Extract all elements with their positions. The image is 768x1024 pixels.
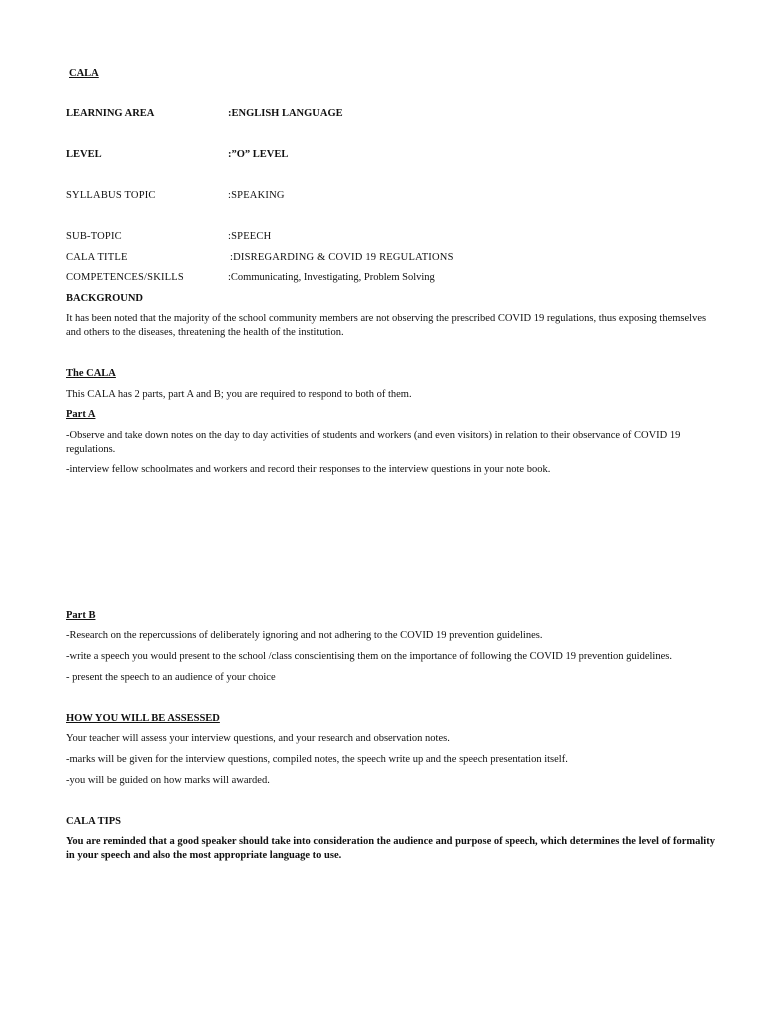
competences-label: COMPETENCES/SKILLS	[66, 272, 184, 283]
part-b-heading: Part B	[66, 610, 96, 621]
part-a-item: -interview fellow schoolmates and workers and record their responses to the interview questions in your note book.	[66, 464, 551, 475]
the-cala-text: This CALA has 2 parts, part A and B; you are required to respond to both of them.	[66, 389, 412, 400]
assessment-item: -you will be guided on how marks will awarded.	[66, 775, 270, 786]
assessment-item: Your teacher will assess your interview questions, and your research and observation notes.	[66, 733, 450, 744]
background-heading: BACKGROUND	[66, 293, 144, 304]
sub-topic-value: :SPEECH	[228, 231, 272, 242]
cala-title-label: CALA TITLE	[66, 252, 128, 263]
part-b-item: - present the speech to an audience of your choice	[66, 672, 276, 683]
level-label: LEVEL	[66, 149, 102, 160]
syllabus-topic-value: :SPEAKING	[228, 190, 285, 201]
cala-header: CALA	[69, 68, 99, 79]
sub-topic-label: SUB-TOPIC	[66, 231, 122, 242]
part-b-item: -write a speech you would present to the school /class conscientising them on the importance of following the COVID 19 prevention guidelines.	[66, 651, 672, 662]
competences-value: :Communicating, Investigating, Problem Solving	[228, 272, 435, 283]
syllabus-topic-label: SYLLABUS TOPIC	[66, 190, 156, 201]
cala-title-value: :DISREGARDING & COVID 19 REGULATIONS	[230, 252, 454, 263]
assessment-heading: HOW YOU WILL BE ASSESSED	[66, 713, 220, 724]
the-cala-heading: The CALA	[66, 368, 116, 379]
part-a-item: -Observe and take down notes on the day to day activities of students and workers (and even visitors) in relation to their observance of COVID 19 regulations.	[66, 430, 681, 455]
part-b-item: -Research on the repercussions of deliberately ignoring and not adhering to the COVID 19 prevention guidelines.	[66, 630, 543, 641]
background-text: It has been noted that the majority of the school community members are not observing the prescribed COVID 19 regulations, thus exposing themselves and others to the diseases, threatening the health of the institution.	[66, 313, 707, 338]
assessment-item: -marks will be given for the interview questions, compiled notes, the speech write up and the speech presentation itself.	[66, 754, 568, 765]
learning-area-value: :ENGLISH LANGUAGE	[228, 108, 343, 119]
cala-tips-heading: CALA TIPS	[66, 816, 121, 827]
level-value: :”O” LEVEL	[228, 149, 289, 160]
part-a-heading: Part A	[66, 409, 96, 420]
learning-area-label: LEARNING AREA	[66, 108, 155, 119]
cala-tips-text: You are reminded that a good speaker should take into consideration the audience and purpose of speech, which determines the level of formality in your speech and also the most appropriate language to use.	[66, 836, 715, 861]
